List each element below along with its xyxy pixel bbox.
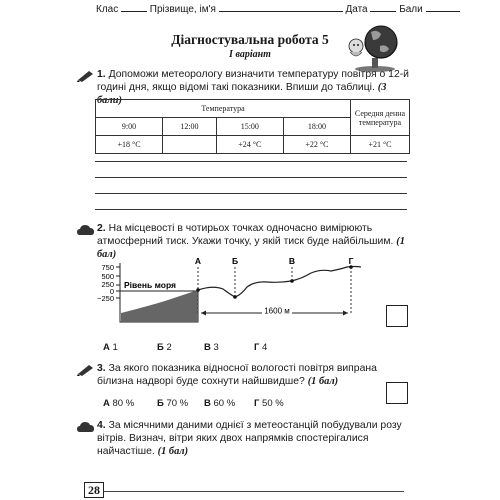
answer-line[interactable] — [95, 177, 407, 178]
y-tick-label: 750 — [101, 263, 114, 272]
table-value-cell: +22 °С — [283, 136, 350, 154]
answer-line[interactable] — [95, 161, 407, 162]
class-field[interactable] — [121, 2, 147, 12]
page-number: 28 — [84, 482, 104, 498]
footer-rule — [104, 491, 404, 492]
table-time-cell: 15:00 — [216, 118, 283, 136]
pencil-icon — [77, 70, 95, 82]
table-value-cell: +24 °С — [216, 136, 283, 154]
option-value: 70 % — [166, 398, 189, 409]
point-label: Г — [348, 256, 354, 266]
option-letter: А — [103, 342, 110, 353]
table-time-cell: 12:00 — [163, 118, 217, 136]
option-a[interactable] — [103, 398, 134, 409]
option-letter: Б — [157, 342, 164, 353]
point-label: В — [288, 256, 296, 266]
y-tick-label: 0 — [109, 287, 114, 296]
table-time-cell: 18:00 — [283, 118, 350, 136]
point-dot — [233, 295, 237, 299]
option-value: 1 — [112, 342, 118, 353]
terrain-line — [198, 267, 361, 298]
table-header-temperature: Температура — [96, 100, 351, 118]
option-letter: А — [103, 398, 110, 409]
question-1-number: 1. — [97, 69, 106, 80]
answer-line[interactable] — [95, 209, 407, 210]
table-average-cell: +21 °С — [351, 136, 410, 154]
class-label: Клас — [96, 4, 119, 15]
page-title: Діагностувальна робота 5 — [171, 32, 329, 47]
option-a[interactable] — [103, 342, 118, 353]
question-4-text: За місячними даними однієї з метеостанцій побудували розу вітрів. Визнач, вітри яких двох напрямків спостерігалися найчастіше. — [97, 420, 402, 457]
table-header-average: Середня денна температура — [351, 100, 410, 136]
option-value: 2 — [166, 342, 172, 353]
temperature-table — [95, 99, 410, 154]
y-tick-label: 500 — [101, 272, 114, 281]
table-answer-cell[interactable] — [163, 136, 217, 154]
question-3-text: За якого показника відносної вологості повітря випрана білизна надворі буде сохнути найшвидше? — [97, 363, 377, 387]
question-4 — [97, 419, 413, 458]
score-label: Бали — [399, 4, 423, 15]
name-field[interactable] — [219, 2, 343, 12]
arrow-head-right — [343, 311, 348, 316]
option-letter: Г — [254, 342, 260, 353]
option-letter: Г — [254, 398, 260, 409]
point-label: Б — [231, 256, 239, 266]
option-value: 50 % — [262, 398, 284, 409]
student-info-header — [96, 2, 460, 15]
terrain-profile-diagram — [95, 255, 375, 330]
distance-label: 1600 м — [264, 306, 290, 316]
cloud-icon — [77, 224, 95, 236]
answer-line[interactable] — [95, 193, 407, 194]
table-value-cell: +18 °С — [96, 136, 163, 154]
sea-level-label: Рівень моря — [124, 280, 177, 290]
option-value: 60 % — [213, 398, 236, 409]
option-d[interactable] — [254, 342, 267, 353]
arrow-head-left — [201, 311, 206, 316]
option-c[interactable] — [204, 342, 219, 353]
question-3-points: (1 бал) — [307, 376, 339, 387]
question-1-points: (3 бали) — [97, 82, 387, 106]
variant-label: I варіант — [229, 49, 271, 60]
name-label: Прізвище, ім'я — [149, 4, 216, 15]
y-tick-label: 250 — [101, 280, 114, 289]
y-tick-label: −250 — [97, 294, 114, 303]
option-value: 3 — [213, 342, 219, 353]
table-time-cell: 9:00 — [96, 118, 163, 136]
cloud-icon — [77, 421, 95, 433]
question-3 — [97, 362, 387, 388]
question-2-number: 2. — [97, 223, 106, 234]
point-dot — [290, 279, 294, 283]
option-b[interactable] — [157, 342, 172, 353]
option-value: 80 % — [112, 398, 135, 409]
pencil-icon — [77, 364, 95, 376]
question-3-number: 3. — [97, 363, 106, 374]
question-2-text: На місцевості в чотирьох точках одночасно вимірюють атмосферний тиск. Укажи точку, у якій тиск буде найбільшим. — [97, 223, 394, 247]
answer-box-q3[interactable] — [386, 382, 408, 404]
option-c[interactable] — [204, 398, 235, 409]
point-label: А — [194, 256, 202, 266]
option-b[interactable] — [157, 398, 188, 409]
answer-box-q2[interactable] — [386, 305, 408, 327]
date-label: Дата — [345, 4, 368, 15]
question-4-points: (1 бал) — [157, 446, 189, 457]
question-1-text: Допоможи метеорологу визначити температуру повітря о 12-й годині дня, якщо відомі такі показники. Впиши до таблиці. — [97, 69, 409, 93]
score-field[interactable] — [426, 2, 460, 12]
option-value: 4 — [262, 342, 268, 353]
option-d[interactable] — [254, 398, 284, 409]
option-letter: В — [204, 342, 211, 353]
option-letter: В — [204, 398, 211, 409]
question-4-number: 4. — [97, 420, 106, 431]
question-2-points: (1 бал) — [97, 236, 405, 260]
option-letter: Б — [157, 398, 164, 409]
point-dot — [196, 288, 200, 292]
date-field[interactable] — [370, 2, 396, 12]
